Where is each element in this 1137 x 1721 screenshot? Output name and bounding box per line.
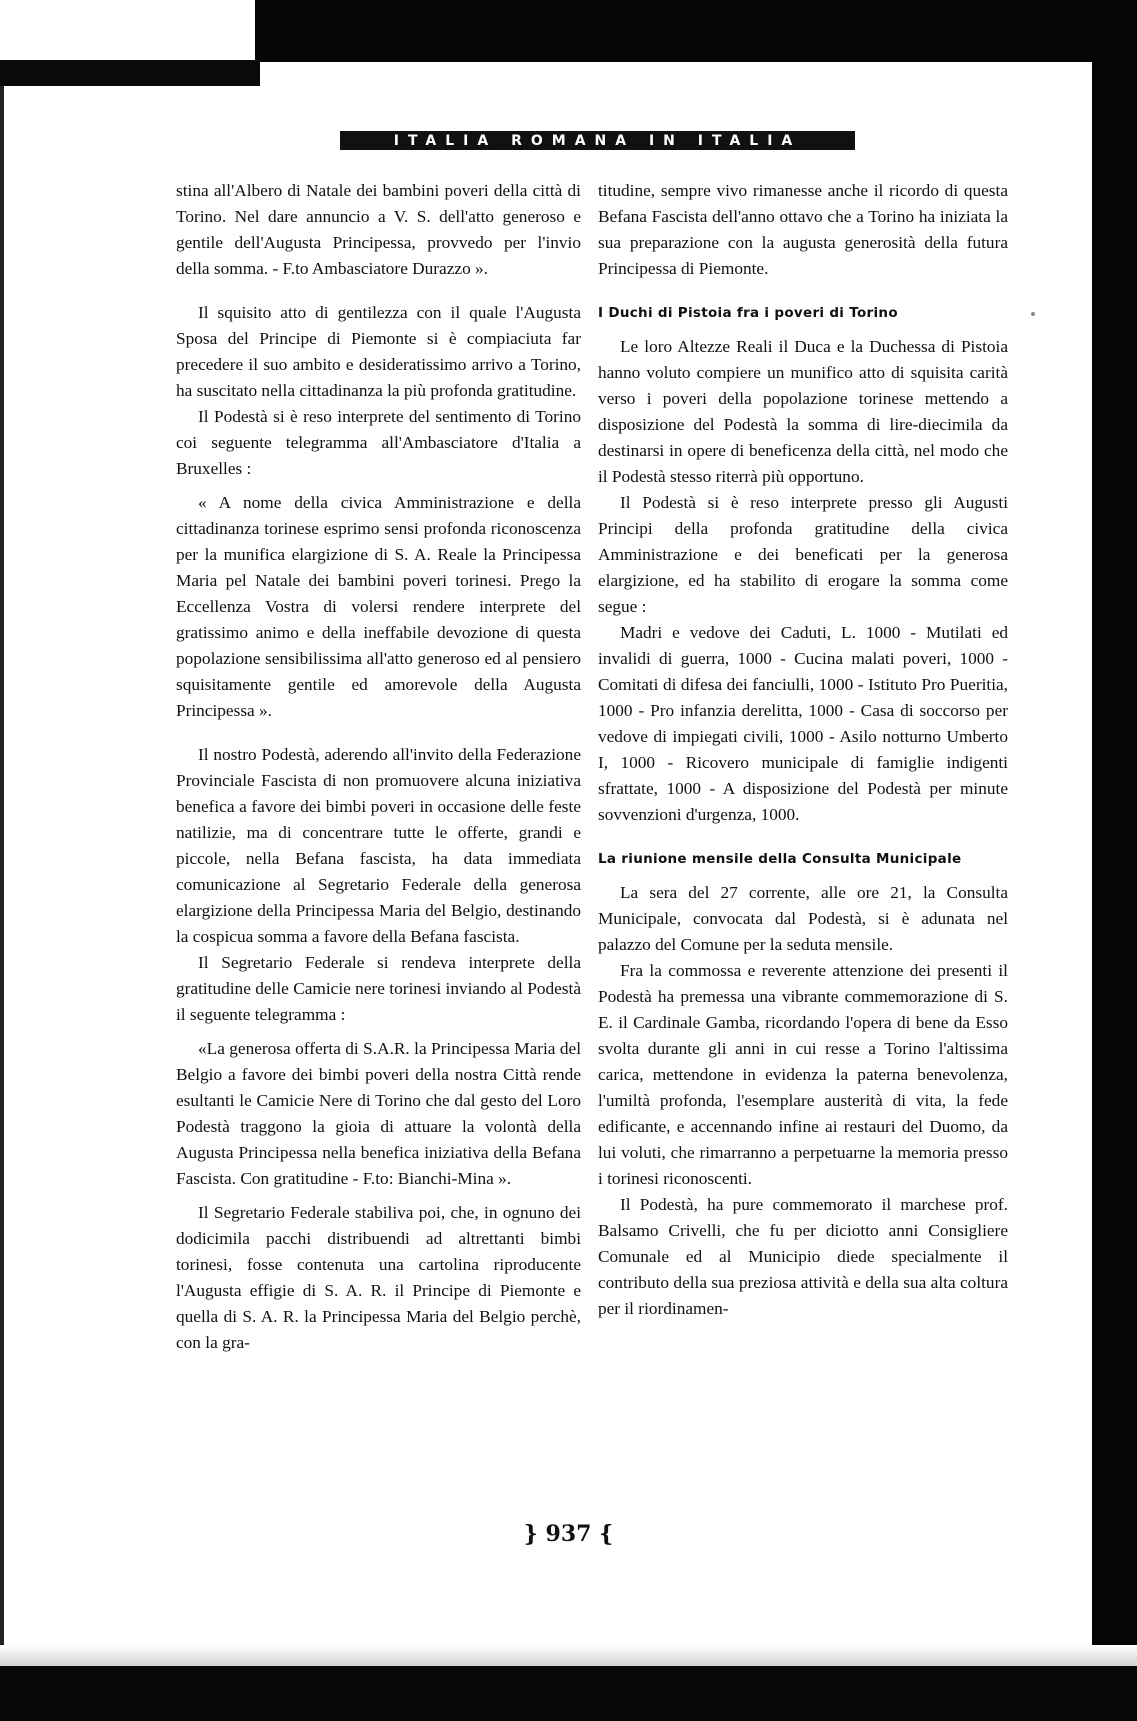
scan-border-top xyxy=(255,0,1095,62)
left-paragraph-2: Il squisito atto di gentilezza con il quale l'Augusta Sposa del Principe di Piemonte si è compiaciuta far precedere il suo ambito e desideratissimo arrivo a Torino, ha suscitato nella cittadinanza la più profonda gratitudine. xyxy=(176,303,581,400)
left-paragraph-6: Il Segretario Federale si rendeva interprete della gratitudine delle Camicie nere torinesi inviando al Podestà il seguente telegramma : xyxy=(176,953,581,1024)
right-paragraph-5: La sera del 27 corrente, alle ore 21, la Consulta Municipale, convocata dal Podestà, si è adunata nel palazzo del Comune per la seduta mensile. xyxy=(598,883,1008,954)
right-paragraph-1: titudine, sempre vivo rimanesse anche il ricordo di questa Befana Fascista dell'anno ottavo che a Torino ha iniziata la sua preparazione con la augusta generosità della futura Principessa di Piemonte. xyxy=(598,181,1008,278)
left-paragraph-3: Il Podestà si è reso interprete del sentimento di Torino coi seguente telegramma all'Ambasciatore d'Italia a Bruxelles : xyxy=(176,407,581,478)
left-quote-2: «La generosa offerta di S.A.R. la Principessa Maria del Belgio a favore dei bimbi poveri della nostra Città rende esultanti le Camicie Nere di Torino che dal gesto del Loro Podestà traggono la gioia di attuare la volontà della Augusta Principessa nella benefica iniziativa della Befana Fascista. Con gratitudine - F.to: Bianchi-Mina ». xyxy=(176,1039,581,1188)
right-paragraph-3: Il Podestà si è reso interprete presso gli Augusti Principi della profonda gratitudine della civica Amministrazione e dei beneficati per la generosa elargizione, ed ha stabilito di erogare la somma come segue : xyxy=(598,493,1008,616)
right-paragraph-2: Le loro Altezze Reali il Duca e la Duchessa di Pistoia hanno voluto compiere un munifico atto di squisita carità verso i poveri della popolazione torinese mettendo a disposizione del Podestà la somma di lire-diecimila da destinarsi in opere di beneficenza della città, nel modo che il Podestà stesso riterrà più opportuno. xyxy=(598,337,1008,486)
section-heading-duchi-pistoia: I Duchi di Pistoia fra i poveri di Torino xyxy=(598,305,898,321)
left-quote-1: « A nome della civica Amministrazione e della cittadinanza torinese esprimo sensi profonda riconoscenza per la munifica elargizione di S. A. Reale la Principessa Maria pel Natale dei bambini poveri torinesi. Prego la Eccellenza Vostra di volersi rendere interprete del gratissimo animo e della ineffabile devozione di questa popolazione sensibilissima all'atto generoso ed al pensiero squisitamente gentile ed amorevole della Augusta Principessa ». xyxy=(176,493,581,720)
scan-border-right xyxy=(1092,0,1137,1721)
left-paragraph-1: stina all'Albero di Natale dei bambini poveri della città di Torino. Nel dare annuncio a V. S. dell'atto generoso e gentile dell'Augusta Principessa, provvedo per l'invio della somma. - F.to Ambasciatore Durazzo ». xyxy=(176,181,581,278)
left-paragraph-8: Il Segretario Federale stabiliva poi, che, in ognuno dei dodicimila pacchi distribuendi ad altrettanti bimbi torinesi, fosse contenuta una cartolina riproducente l'Augusta effigie di S. A. R. il Principe di Piemonte e quella di S. A. R. la Principessa Maria del Belgio perchè, con la gra- xyxy=(176,1203,581,1352)
scan-border-bottom xyxy=(0,1666,1137,1721)
right-paragraph-6: Fra la commossa e reverente attenzione dei presenti il Podestà ha premessa una vibrante commemorazione di S. E. il Cardinale Gamba, ricordando l'opera di bene da Esso svolta durante gli anni in cui resse a Torino l'altissima carica, mettendone in evidenza la paterna benevolenza, l'umiltà profonda, l'esemplare austerità di vita, la fede edificante, e accennando infine ai restauri del Duomo, da lui voluti, che rimarranno a perpetuarne la memoria presso i torinesi riconoscenti. xyxy=(598,961,1008,1188)
page-number: } 937 { xyxy=(523,1521,614,1547)
running-header: ITALIA ROMANA IN ITALIA xyxy=(340,131,855,150)
scan-shadow-bottom xyxy=(0,1645,1137,1667)
scan-speck xyxy=(1031,312,1035,316)
right-paragraph-7: Il Podestà, ha pure commemorato il marchese prof. Balsamo Crivelli, che fu per diciotto anni Consigliere Comunale ed al Municipio diede specialmente il contributo della sua preziosa attività e della sua alta coltura per il riordinamen- xyxy=(598,1195,1008,1318)
left-paragraph-5: Il nostro Podestà, aderendo all'invito della Federazione Provinciale Fascista di non promuovere alcuna iniziativa benefica a favore dei bimbi poveri in occasione delle feste natilizie, ma di concentrare tutte le offerte, grandi e piccole, nella Befana fascista, ha data immediata comunicazione al Segretario Federale della generosa elargizione della Principessa Maria del Belgio, destinando la cospicua somma a favore della Befana fascista. xyxy=(176,745,581,946)
scan-border-left xyxy=(0,86,4,1721)
section-heading-consulta-municipale: La riunione mensile della Consulta Municipale xyxy=(598,851,962,867)
right-paragraph-4: Madri e vedove dei Caduti, L. 1000 - Mutilati ed invalidi di guerra, 1000 - Cucina malati poveri, 1000 - Comitati di difesa dei fanciulli, 1000 - Istituto Pro Pueritia, 1000 - Pro infanzia derelitta, 1000 - Casa di soccorso per vedove di impiegati civili, 1000 - Asilo notturno Umberto I, 1000 - Ricovero municipale di famiglie indigenti sfrattate, 1000 - A disposizione del Podestà per minute sovvenzioni d'urgenza, 1000. xyxy=(598,623,1008,824)
scan-border-top-left xyxy=(0,60,260,86)
left-column xyxy=(176,178,581,1356)
right-column xyxy=(598,178,1008,1322)
